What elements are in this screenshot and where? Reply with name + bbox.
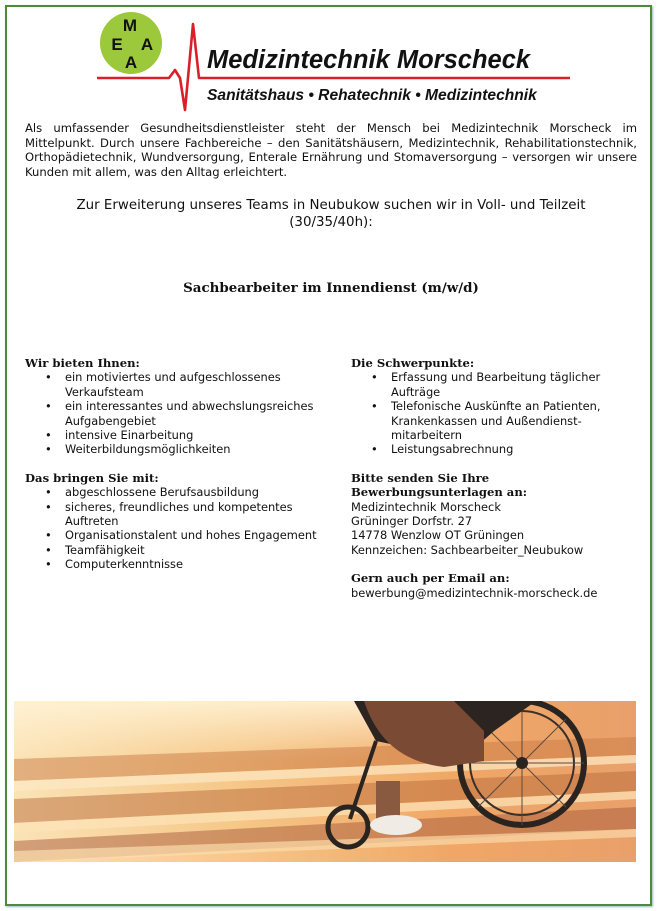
list-item: • Leistungsabrechnung bbox=[391, 442, 641, 456]
address-line: Medizintechnik Morscheck bbox=[351, 499, 501, 514]
list-item: • Computerkenntnisse bbox=[65, 557, 325, 571]
email-heading: Gern auch per Email an: bbox=[351, 571, 510, 586]
svg-text:E: E bbox=[111, 35, 123, 54]
search-line-1: Zur Erweiterung unseres Teams in Neubukow suchen wir in Voll- und Teilzeit bbox=[76, 198, 586, 213]
application-section bbox=[351, 471, 641, 557]
company-logo bbox=[95, 10, 570, 115]
search-line-2: (30/35/40h): bbox=[289, 215, 373, 230]
list-item: • sicheres, freundliches und kompetentes Auftreten bbox=[65, 500, 325, 529]
list-item: • intensive Einarbeitung bbox=[65, 428, 325, 442]
address-line: 14778 Wenzlow OT Grüningen bbox=[351, 528, 525, 543]
offer-list bbox=[25, 370, 325, 456]
list-item: • Teamfähigkeit bbox=[65, 543, 325, 557]
list-item: • ein motiviertes und aufgeschlossenes Verkaufsteam bbox=[65, 370, 325, 399]
focus-heading: Die Schwerpunkte: bbox=[351, 356, 475, 370]
intro-paragraph: Als umfassender Gesundheitsdienstleister steht der Mensch bei Medizintechnik Morscheck im Mittelpunkt. Durch unsere Fachbereiche – den Sanitätshäusern, Medizintechnik, Rehabilitationstechnik, Orthopädietechnik, Wundversorgung, Enterale Ernährung und Stomaversorgung – versorgen wir unsere Kunden mit allem, was den Alltag erleichtert. bbox=[25, 121, 637, 179]
list-item: • Organisationstalent und hohes Engagement bbox=[65, 528, 325, 542]
email-section bbox=[351, 571, 641, 600]
address-line: Kennzeichen: Sachbearbeiter_Neubukow bbox=[351, 542, 584, 557]
requirements-section bbox=[25, 471, 325, 572]
list-item: • Erfassung und Bearbeitung täglicher Aufträge bbox=[391, 370, 641, 399]
address-line: Grüninger Dorfstr. 27 bbox=[351, 514, 473, 529]
requirements-list bbox=[25, 485, 325, 571]
svg-text:A: A bbox=[140, 35, 154, 54]
list-item: • Weiterbildungsmöglichkeiten bbox=[65, 442, 325, 456]
offer-section bbox=[25, 356, 325, 457]
wheelchair-photo bbox=[14, 701, 636, 862]
focus-list bbox=[351, 370, 641, 456]
right-column bbox=[351, 356, 641, 614]
offer-heading: Wir bieten Ihnen: bbox=[25, 356, 140, 370]
application-heading-line-1: Bitte senden Sie Ihre bbox=[351, 470, 490, 485]
application-heading-line-2: Bewerbungsunterlagen an: bbox=[351, 485, 528, 500]
list-item: • Telefonische Auskünfte an Patienten, Krankenkassen und Außendienst-mitarbeitern bbox=[391, 399, 641, 442]
svg-text:M: M bbox=[122, 16, 138, 35]
company-tagline: Sanitätshaus • Rehatechnik • Medizintechnik bbox=[207, 87, 537, 104]
left-column bbox=[25, 356, 325, 586]
svg-text:A: A bbox=[124, 53, 138, 72]
list-item: • abgeschlossene Berufsausbildung bbox=[65, 485, 325, 499]
job-title: Sachbearbeiter im Innendienst (m/w/d) bbox=[183, 280, 479, 296]
search-statement bbox=[25, 197, 637, 231]
list-item: • ein interessantes und abwechslungsreiches Aufgabengebiet bbox=[65, 399, 325, 428]
focus-section bbox=[351, 356, 641, 457]
requirements-heading: Das bringen Sie mit: bbox=[25, 470, 159, 485]
company-name: Medizintechnik Morscheck bbox=[207, 46, 531, 74]
intro-text bbox=[25, 121, 637, 179]
email-address[interactable]: bewerbung@medizintechnik-morscheck.de bbox=[351, 585, 598, 600]
